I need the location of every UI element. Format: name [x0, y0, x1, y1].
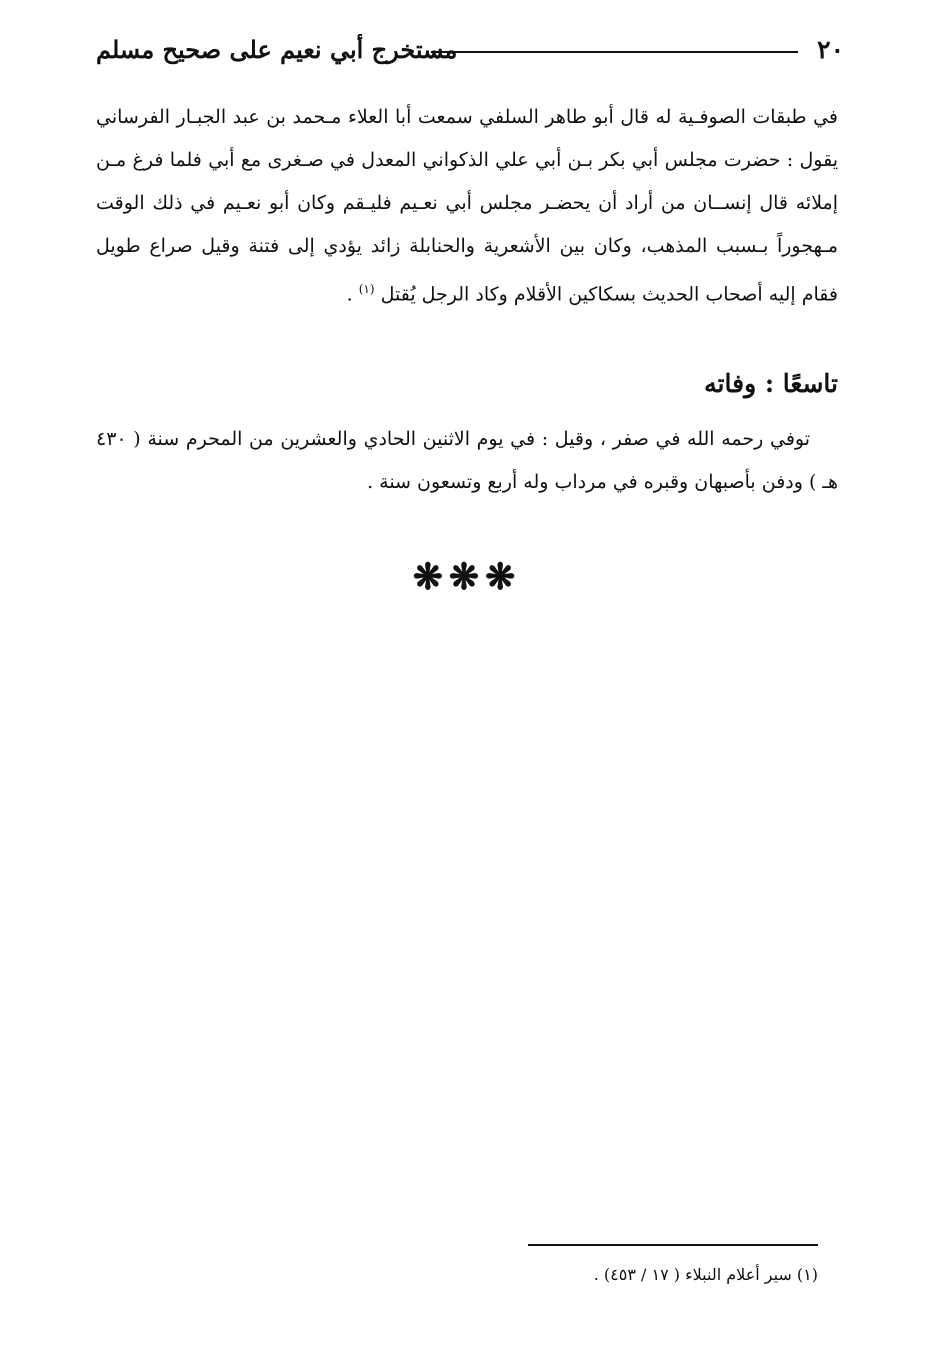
paragraph-2-text: توفي رحمه الله في صفر ، وقيل : في يوم الاثنين الحادي والعشرين من المحرم سنة ( ٤٣٠ هـ ) ودفن بأصبهان وقبره في مرداب وله أربع وتسعون سنة . [96, 428, 838, 493]
running-header [96, 34, 844, 74]
footnote-1: (١) سير أعلام النبلاء ( ١٧ / ٤٥٣) . [593, 1265, 818, 1284]
paragraph-1-end: . [346, 283, 359, 306]
book-title: مستخرج أبي نعيم على صحيح مسلم [96, 35, 458, 64]
footnote-reference: (١) [358, 282, 375, 296]
body-paragraph-1 [96, 96, 838, 316]
section-heading: تاسعًا : وفاته [704, 369, 838, 398]
header-rule [431, 51, 798, 53]
footnote-rule [528, 1244, 818, 1246]
body-paragraph-2 [96, 418, 838, 504]
page-number: ٢٠ [817, 35, 844, 64]
section-divider-ornament: ❋❋❋ [412, 556, 522, 598]
paragraph-1-text: في طبقات الصوفـية له قال أبو طاهر السلفي سمعت أبا العلاء مـحمد بن عبد الجبـار الفرساني يقول : حضرت مجلس أبي بكر بـن أبي علي الذكواني المعدل في صـغرى مع أبي فلما فرغ مـن إملائه قال إنســان من أراد أن يحضـر مجلس أبي نعـيم فليـقم وكان أبو نعـيم في ذلك الوقت مـهجوراً بـسبب المذهب، وكان بين الأشعرية والحنابلة زائد يؤدي إلى فتنة وقيل صراع طويل فقام إليه أصحاب الحديث بسكاكين الأقلام وكاد الرجل يُقتل [96, 106, 838, 306]
